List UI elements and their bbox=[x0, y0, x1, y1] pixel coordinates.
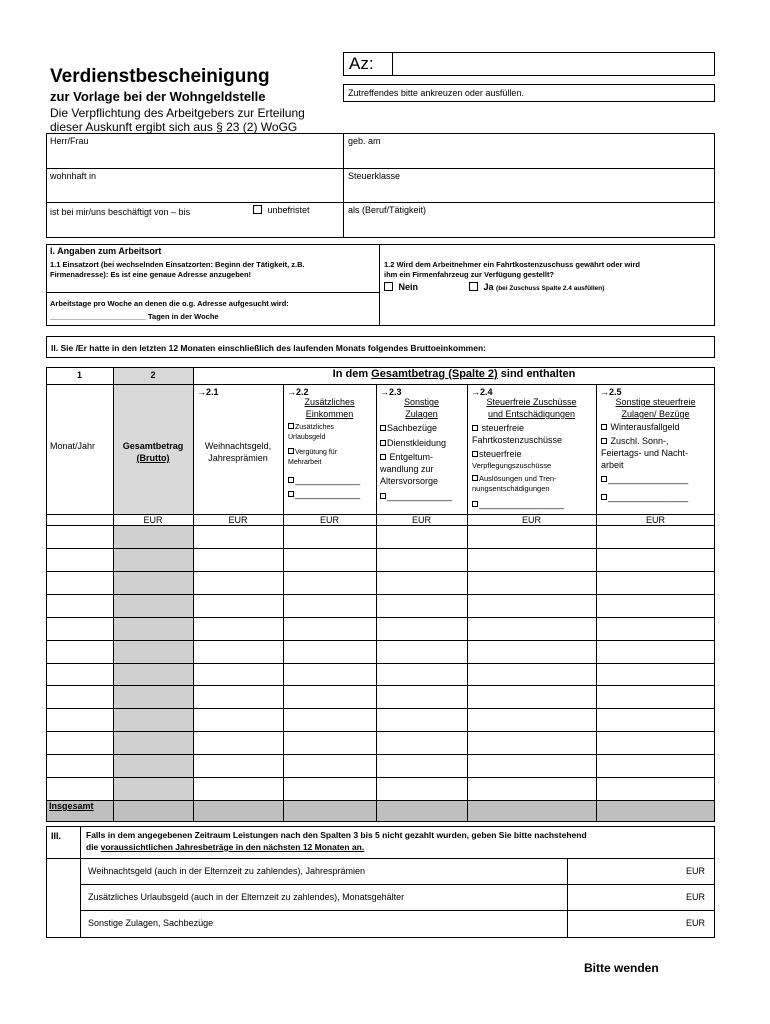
az-field[interactable] bbox=[343, 52, 715, 76]
q12-yes-option[interactable]: Ja (bei Zuschuss Spalte 2.4 ausfüllen) bbox=[469, 282, 604, 292]
col1-number: 1 bbox=[76, 370, 82, 380]
col25-option-winter[interactable]: Winterausfallgeld bbox=[601, 421, 680, 433]
insgesamt-label: Insgesamt bbox=[49, 801, 94, 811]
sachbezuege-checkbox[interactable] bbox=[380, 425, 386, 431]
col24-option-ausloesung[interactable]: Auslösungen und Tren- nungsentschädigungen bbox=[472, 474, 557, 493]
col23-option-entgeltumwandlung[interactable]: Entgeltum- wandlung zur Altersvorsorge bbox=[380, 452, 439, 486]
section3-row-1-eur[interactable]: EUR bbox=[686, 866, 706, 876]
section2-title-box bbox=[46, 336, 715, 358]
gesamt-header: Gesamtbetrag (Brutto) bbox=[122, 441, 184, 463]
section2-title: II. Sie /Er hatte in den letzten 12 Monaten einschließlich des laufenden Monats folgendes Bruttoeinkommen: bbox=[51, 343, 486, 353]
winter-checkbox[interactable] bbox=[601, 424, 607, 430]
col24-option-fahrtkosten[interactable]: steuerfreie Fahrtkostenzuschüsse bbox=[472, 423, 563, 445]
col25-title: Sonstige steuerfreie Zulagen/ Bezüge bbox=[615, 397, 696, 419]
section3-text-1: Falls in dem angegebenen Zeitraum Leistungen nach den Spalten 3 bis 5 nicht gezahlt wurden, geben Sie bitte nachstehend bbox=[86, 830, 587, 840]
unlimited-checkbox[interactable] bbox=[253, 205, 262, 214]
col23-blank[interactable]: _____________ bbox=[380, 490, 452, 502]
table-row-divider bbox=[46, 731, 715, 732]
col24-number: →2.4 bbox=[471, 387, 493, 397]
section3-row-2-eur[interactable]: EUR bbox=[686, 892, 706, 902]
table-row-divider bbox=[46, 571, 715, 572]
section3-number: III. bbox=[51, 831, 62, 841]
q11-text-2: Firmenadresse): Es ist eine genaue Adresse anzugeben! bbox=[50, 270, 252, 279]
section3-row-3-label: Sonstige Zulagen, Sachbezüge bbox=[88, 918, 214, 928]
hint-text: Zutreffendes bitte ankreuzen oder ausfüllen. bbox=[348, 88, 524, 98]
eur-col25: EUR bbox=[645, 515, 665, 525]
table-row-divider bbox=[46, 685, 715, 686]
eur-col22: EUR bbox=[319, 515, 339, 525]
q12-no-option[interactable]: Nein bbox=[384, 282, 418, 292]
eur-col24: EUR bbox=[521, 515, 541, 525]
table-row-divider bbox=[46, 594, 715, 595]
col22-title: Zusätzliches Einkommen bbox=[304, 397, 355, 419]
urlaubsgeld-checkbox[interactable] bbox=[288, 423, 294, 429]
legal-note-2: dieser Auskunft ergibt sich aus § 23 (2) WoGG bbox=[50, 120, 298, 134]
fahrtkosten-checkbox[interactable] bbox=[472, 425, 478, 431]
eur-col21: EUR bbox=[228, 515, 248, 525]
col22-option-urlaubsgeld[interactable]: Zusätzliches Urlaubsgeld bbox=[288, 424, 334, 441]
col22-blank-1[interactable]: _____________ bbox=[288, 474, 360, 486]
col22-option-mehrarbeit[interactable]: Vergütung für Mehrarbeit bbox=[288, 449, 338, 466]
col24-blank[interactable]: _________________ bbox=[472, 498, 564, 510]
col21-number: →2.1 bbox=[197, 387, 219, 397]
eur-col23: EUR bbox=[411, 515, 431, 525]
workdays-label: Arbeitstage pro Woche an denen die o.g. Adresse aufgesucht wird: bbox=[50, 299, 289, 308]
table-row-divider bbox=[46, 754, 715, 755]
col25-option-zuschlaege[interactable]: Zuschl. Sonn-, Feiertags- und Nacht- arbeit bbox=[601, 436, 689, 470]
form-subtitle: zur Vorlage bei der Wohngeldstelle bbox=[50, 89, 266, 104]
section1-title: I. Angaben zum Arbeitsort bbox=[50, 246, 162, 256]
hint-box bbox=[343, 84, 715, 102]
col25-blank-2[interactable]: ________________ bbox=[601, 491, 688, 503]
col25-blank-1[interactable]: ________________ bbox=[601, 473, 688, 485]
address-field[interactable]: wohnhaft in bbox=[50, 171, 97, 181]
ausloesung-checkbox[interactable] bbox=[472, 475, 478, 481]
unlimited-option[interactable]: unbefristet bbox=[253, 205, 310, 215]
blank-checkbox[interactable] bbox=[288, 477, 294, 483]
table-row-divider bbox=[46, 617, 715, 618]
q12-text-1: 1.2 Wird dem Arbeitnehmer ein Fahrtkostenzuschuss gewährt oder wird bbox=[384, 260, 640, 269]
blank-checkbox[interactable] bbox=[288, 491, 294, 497]
employment-period-field[interactable]: ist bei mir/uns beschäftigt von – bis bbox=[50, 207, 191, 217]
col23-option-dienstkleidung[interactable]: Dienstkleidung bbox=[380, 437, 446, 449]
col22-number: →2.2 bbox=[287, 387, 309, 397]
blank-checkbox[interactable] bbox=[380, 493, 386, 499]
section3-row-2-label: Zusätzliches Urlaubsgeld (auch in der Elternzeit zu zahlendes), Monatsgehälter bbox=[88, 892, 405, 902]
col25-number: →2.5 bbox=[600, 387, 622, 397]
col21-header: Weihnachtsgeld, Jahresprämien bbox=[204, 441, 272, 463]
yes-checkbox[interactable] bbox=[469, 282, 478, 291]
no-checkbox[interactable] bbox=[384, 282, 393, 291]
col22-blank-2[interactable]: _____________ bbox=[288, 488, 360, 500]
az-label: Az: bbox=[349, 54, 374, 73]
col24-title: Steuerfreie Zuschüsse und Entschädigungen bbox=[486, 397, 577, 419]
blank-checkbox[interactable] bbox=[472, 501, 478, 507]
q12-text-2: ihm ein Firmenfahrzeug zur Verfügung gestellt? bbox=[384, 270, 555, 279]
mehrarbeit-checkbox[interactable] bbox=[288, 448, 294, 454]
section3-row-1-label: Weihnachtsgeld (auch in der Elternzeit zu zahlendes), Jahresprämien bbox=[88, 866, 365, 876]
taxclass-field[interactable]: Steuerklasse bbox=[348, 171, 401, 181]
turn-page-note: Bitte wenden bbox=[584, 961, 659, 975]
col23-option-sachbezuege[interactable]: Sachbezüge bbox=[380, 422, 437, 434]
included-header: In dem Gesamtbetrag (Spalte 2) sind enthalten bbox=[332, 368, 576, 380]
table-row-divider bbox=[46, 640, 715, 641]
table-row-divider bbox=[46, 777, 715, 778]
verpflegung-checkbox[interactable] bbox=[472, 451, 478, 457]
blank-checkbox[interactable] bbox=[601, 476, 607, 482]
zuschlaege-checkbox[interactable] bbox=[601, 438, 607, 444]
col23-number: →2.3 bbox=[380, 387, 402, 397]
table-row-divider bbox=[46, 548, 715, 549]
workdays-field[interactable]: _______________________ Tagen in der Woche bbox=[50, 312, 219, 321]
dienstkleidung-checkbox[interactable] bbox=[380, 440, 386, 446]
name-field[interactable]: Herr/Frau bbox=[50, 136, 89, 146]
section3-row-3-eur[interactable]: EUR bbox=[686, 918, 706, 928]
legal-note-1: Die Verpflichtung des Arbeitgebers zur Erteilung bbox=[50, 106, 305, 120]
col23-title: Sonstige Zulagen bbox=[403, 397, 440, 419]
person-block bbox=[46, 133, 715, 238]
col24-option-verpflegung[interactable]: steuerfreie Verpflegungszuschüsse bbox=[472, 449, 552, 470]
job-field[interactable]: als (Beruf/Tätigkeit) bbox=[348, 205, 427, 215]
month-year-header: Monat/Jahr bbox=[50, 441, 96, 451]
section3-text-2: die voraussichtlichen Jahresbeträge in den nächsten 12 Monaten an. bbox=[86, 842, 365, 852]
blank-checkbox[interactable] bbox=[601, 494, 607, 500]
birth-field[interactable]: geb. am bbox=[348, 136, 381, 146]
q11-text-1: 1.1 Einsatzort (bei wechselnden Einsatzorten: Beginn der Tätigkeit, z.B. bbox=[50, 260, 305, 269]
table-row-divider bbox=[46, 663, 715, 664]
entgeltumwandlung-checkbox[interactable] bbox=[380, 454, 386, 460]
form-title: Verdienstbescheinigung bbox=[50, 66, 270, 87]
col2-number: 2 bbox=[150, 370, 156, 380]
table-row-divider bbox=[46, 708, 715, 709]
eur-col2: EUR bbox=[143, 515, 163, 525]
